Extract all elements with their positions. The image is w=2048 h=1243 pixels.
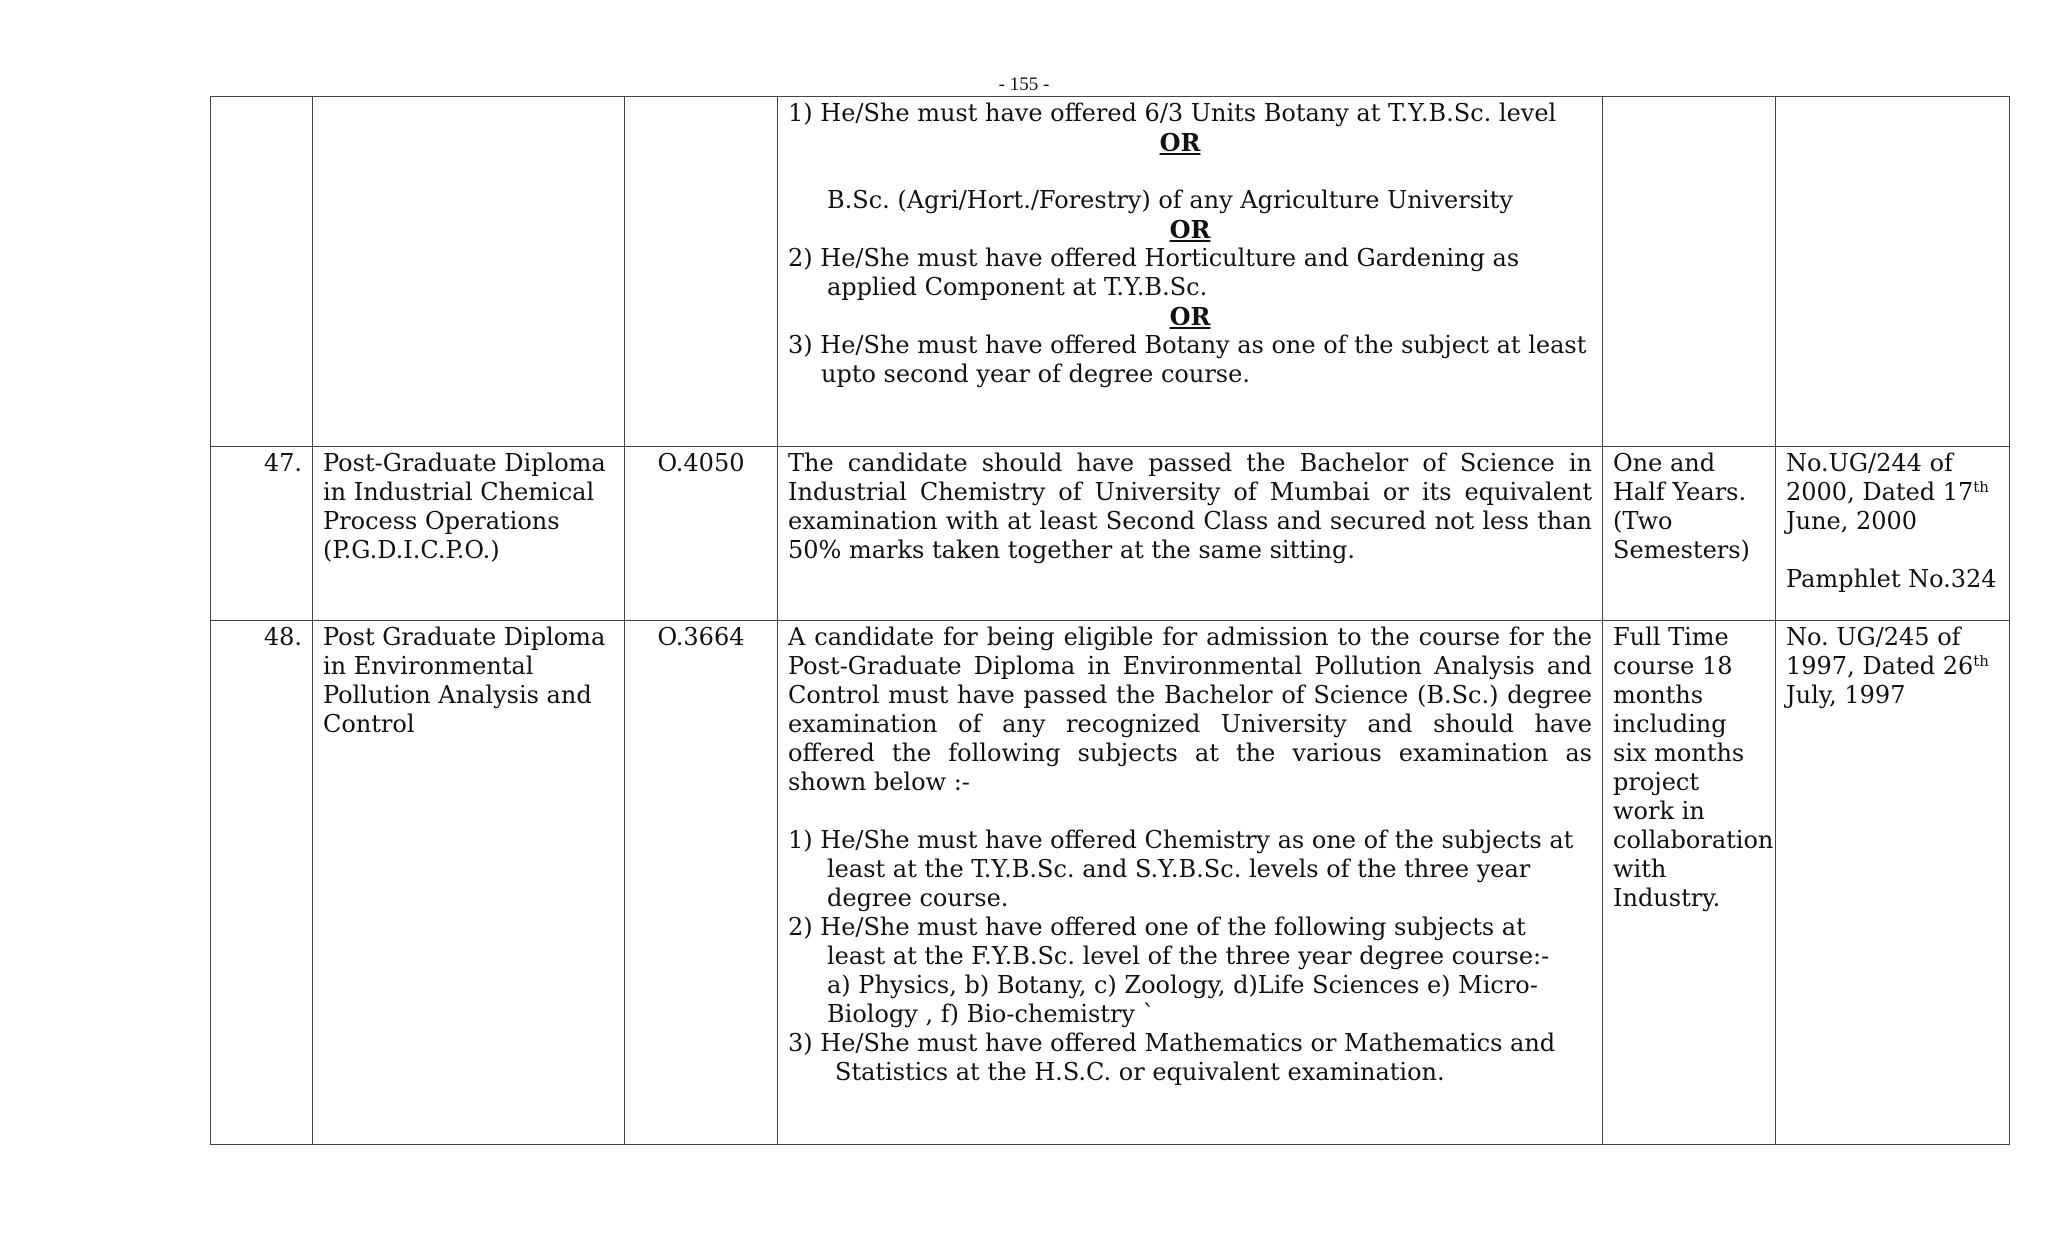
cell-eligibility	[778, 97, 1603, 447]
course-name: Post Graduate Diploma in Environmental Pollution Analysis and Control	[313, 621, 625, 1145]
page-number: - 155 -	[998, 74, 1050, 95]
reference-text: July, 1997	[1786, 681, 1906, 709]
reference-text: No.UG/244 of 2000, Dated 17	[1786, 449, 1974, 506]
table-row	[211, 621, 2010, 1145]
cell-number	[211, 97, 313, 447]
reference-superscript: th	[1973, 478, 1989, 496]
table-row	[211, 447, 2010, 621]
reference-text: June, 2000	[1786, 507, 1918, 535]
course-duration: One and Half Years. (Two Semesters)	[1603, 447, 1776, 621]
eligibility-line: B.Sc. (Agri/Hort./Forestry) of any Agriculture University	[827, 186, 1513, 214]
or-separator: OR	[1159, 128, 1201, 157]
reference-cell	[1776, 447, 2010, 621]
reference-text: No. UG/245 of 1997, Dated 26	[1786, 623, 1974, 680]
eligibility-line: 2) He/She must have offered Horticulture and Gardening as	[788, 244, 1520, 272]
cell-eligibility	[778, 621, 1603, 1145]
cell-duration	[1603, 97, 1776, 447]
eligibility-line: 2) He/She must have offered one of the following subjects at	[788, 913, 1526, 941]
cell-course	[313, 97, 625, 447]
eligibility-intro: A candidate for being eligible for admission to the course for the Post-Graduate Diploma in Environmental Pollution Analysis and Control must have passed the Bachelor of Science (B.Sc.) degree examination of any recognized University and should have offered the following subjects at the various examination as shown below :-	[788, 623, 1592, 796]
eligibility-line: upto second year of degree course.	[821, 360, 1250, 388]
pamphlet-number: Pamphlet No.324	[1786, 565, 1997, 593]
eligibility-line: least at the F.Y.B.Sc. level of the three year degree course:-	[827, 942, 1550, 970]
eligibility-line: 1) He/She must have offered Chemistry as one of the subjects at	[788, 826, 1574, 854]
eligibility-line: applied Component at T.Y.B.Sc.	[827, 273, 1208, 301]
row-number: 47.	[211, 447, 313, 621]
eligibility-line: 1) He/She must have offered 6/3 Units Botany at T.Y.B.Sc. level	[788, 99, 1557, 127]
eligibility-text: The candidate should have passed the Bachelor of Science in Industrial Chemistry of University of Mumbai or its equivalent examination with at least Second Class and secured not less than 50% marks taken together at the same sitting.	[778, 447, 1603, 621]
ordinance-number: O.4050	[625, 447, 778, 621]
courses-table	[210, 96, 2010, 1145]
eligibility-line: Biology , f) Bio-chemistry `	[827, 1000, 1155, 1028]
or-separator: OR	[1169, 215, 1211, 244]
table-row-continuation	[211, 97, 2010, 447]
or-separator: OR	[1169, 302, 1211, 331]
course-duration: Full Time course 18 months including six months project work in collaboration with Industry.	[1603, 621, 1776, 1145]
cell-ordinance	[625, 97, 778, 447]
row-number: 48.	[211, 621, 313, 1145]
eligibility-line: least at the T.Y.B.Sc. and S.Y.B.Sc. levels of the three year	[827, 855, 1531, 883]
course-name: Post-Graduate Diploma in Industrial Chemical Process Operations (P.G.D.I.C.P.O.)	[313, 447, 625, 621]
eligibility-line: 3) He/She must have offered Mathematics or Mathematics and	[788, 1029, 1556, 1057]
eligibility-line: a) Physics, b) Botany, c) Zoology, d)Life Sciences e) Micro-	[827, 971, 1538, 999]
eligibility-line: Statistics at the H.S.C. or equivalent examination.	[835, 1058, 1445, 1086]
ordinance-number: O.3664	[625, 621, 778, 1145]
reference-cell	[1776, 621, 2010, 1145]
eligibility-line: degree course.	[827, 884, 1009, 912]
reference-superscript: th	[1973, 652, 1989, 670]
eligibility-line: 3) He/She must have offered Botany as one of the subject at least	[788, 331, 1587, 359]
cell-reference	[1776, 97, 2010, 447]
